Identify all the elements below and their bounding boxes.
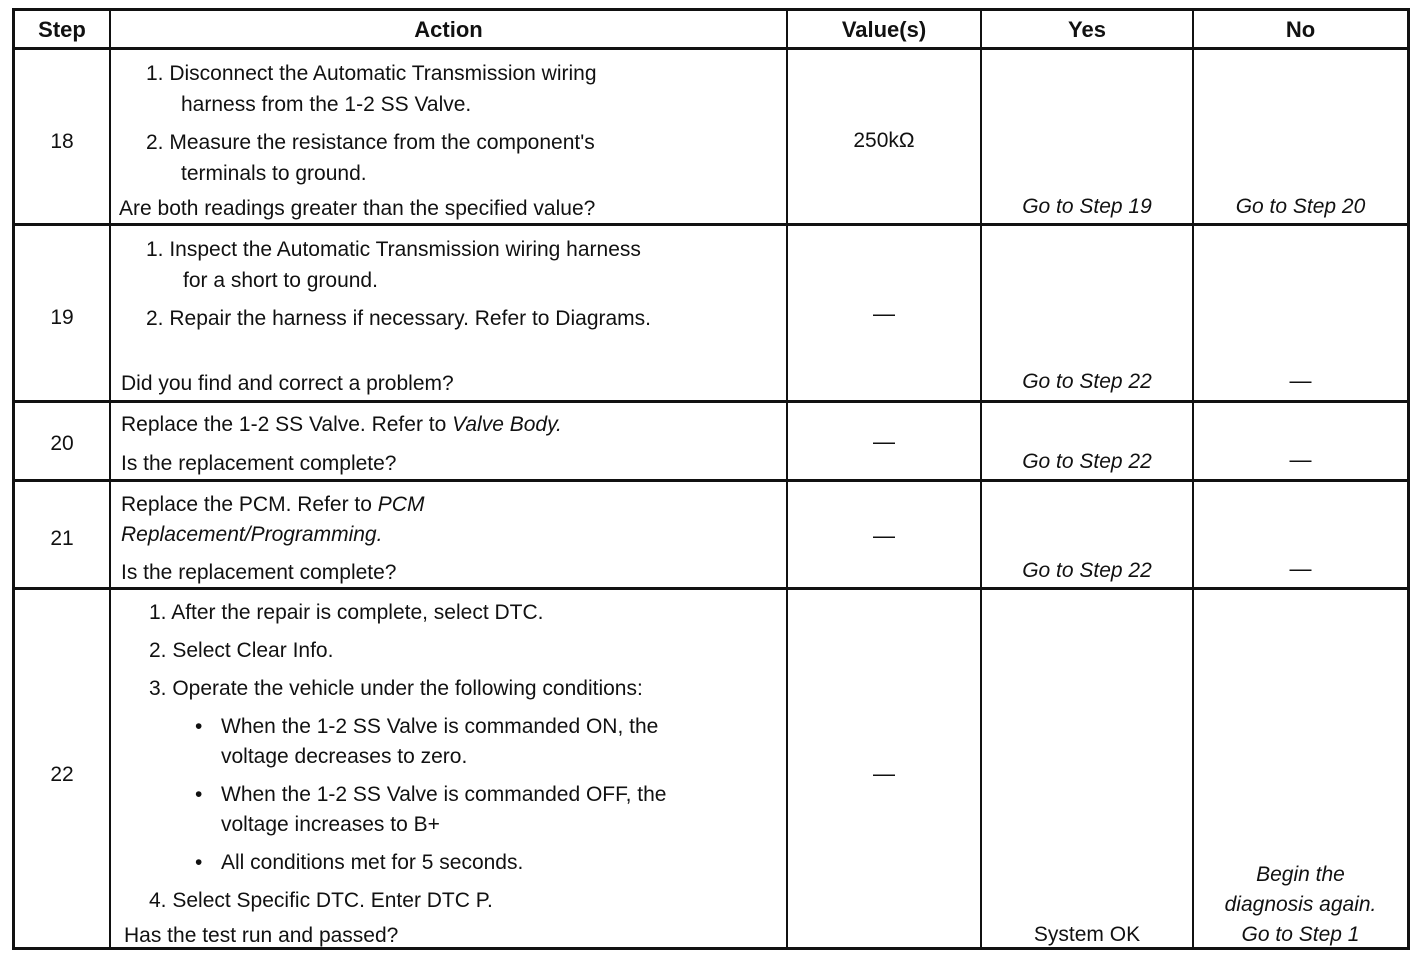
no-cell: Go to Step 20 [1235, 195, 1366, 218]
action-line: harness from the 1-2 SS Valve. [181, 93, 472, 116]
no-cell-line: Go to Step 1 [1241, 923, 1360, 946]
header-values: Value(s) [841, 17, 927, 42]
yes-cell: Go to Step 19 [1022, 195, 1152, 218]
action-line: 2. Select Clear Info. [149, 639, 334, 662]
bullet-icon: • [195, 783, 203, 806]
action-question: Has the test run and passed? [124, 924, 399, 947]
header-yes: Yes [1068, 17, 1106, 42]
header-no: No [1285, 17, 1316, 42]
action-line: When the 1-2 SS Valve is commanded OFF, the [221, 783, 667, 806]
diagnostic-table [12, 8, 1410, 950]
row-divider [15, 479, 1407, 482]
value-cell: 250kΩ [853, 129, 915, 152]
header-action: Action [414, 17, 483, 42]
no-cell-line: diagnosis again. [1224, 893, 1377, 916]
row-divider [15, 587, 1407, 590]
no-cell: — [1289, 556, 1312, 581]
step-number: 21 [50, 527, 74, 550]
action-question: Is the replacement complete? [121, 452, 397, 475]
action-line: terminals to ground. [181, 162, 367, 185]
row-divider [15, 223, 1407, 226]
action-line: 1. After the repair is complete, select DTC. [149, 601, 544, 624]
yes-cell: Go to Step 22 [1022, 370, 1152, 393]
action-line: voltage decreases to zero. [221, 745, 468, 768]
action-line: 3. Operate the vehicle under the following conditions: [149, 677, 643, 700]
yes-cell: Go to Step 22 [1022, 559, 1152, 582]
action-question: Are both readings greater than the specified value? [119, 197, 596, 220]
value-cell: — [873, 301, 895, 326]
action-question: Is the replacement complete? [121, 561, 397, 584]
action-line: voltage increases to B+ [221, 813, 440, 836]
step-number: 20 [50, 432, 74, 455]
no-cell-line: Begin the [1256, 863, 1345, 886]
row-divider [15, 47, 1407, 50]
action-line: All conditions met for 5 seconds. [221, 851, 524, 874]
value-cell: — [873, 761, 895, 786]
action-line: Replace the PCM. Refer to PCM [121, 493, 425, 516]
no-cell: — [1289, 368, 1312, 393]
no-cell: — [1289, 447, 1312, 472]
step-number: 22 [50, 763, 74, 786]
action-line: Replace the 1-2 SS Valve. Refer to Valve Body. [121, 413, 562, 436]
bullet-icon: • [195, 715, 203, 738]
action-line: When the 1-2 SS Valve is commanded ON, the [221, 715, 659, 738]
action-line: 2. Repair the harness if necessary. Refer to Diagrams. [146, 307, 651, 330]
action-line: for a short to ground. [183, 269, 378, 292]
yes-cell: System OK [1033, 923, 1141, 946]
action-line: 2. Measure the resistance from the component's [146, 131, 595, 154]
row-divider [15, 400, 1407, 403]
header-step: Step [38, 17, 86, 42]
action-line: 4. Select Specific DTC. Enter DTC P. [149, 889, 493, 912]
yes-cell: Go to Step 22 [1022, 450, 1152, 473]
bullet-icon: • [195, 851, 203, 874]
step-number: 19 [50, 306, 74, 329]
action-line: 1. Disconnect the Automatic Transmission wiring [146, 62, 597, 85]
step-number: 18 [50, 130, 74, 153]
action-line: Replacement/Programming. [121, 523, 383, 546]
action-question: Did you find and correct a problem? [121, 372, 454, 395]
action-line: 1. Inspect the Automatic Transmission wiring harness [146, 238, 641, 261]
value-cell: — [873, 429, 895, 454]
value-cell: — [873, 523, 895, 548]
